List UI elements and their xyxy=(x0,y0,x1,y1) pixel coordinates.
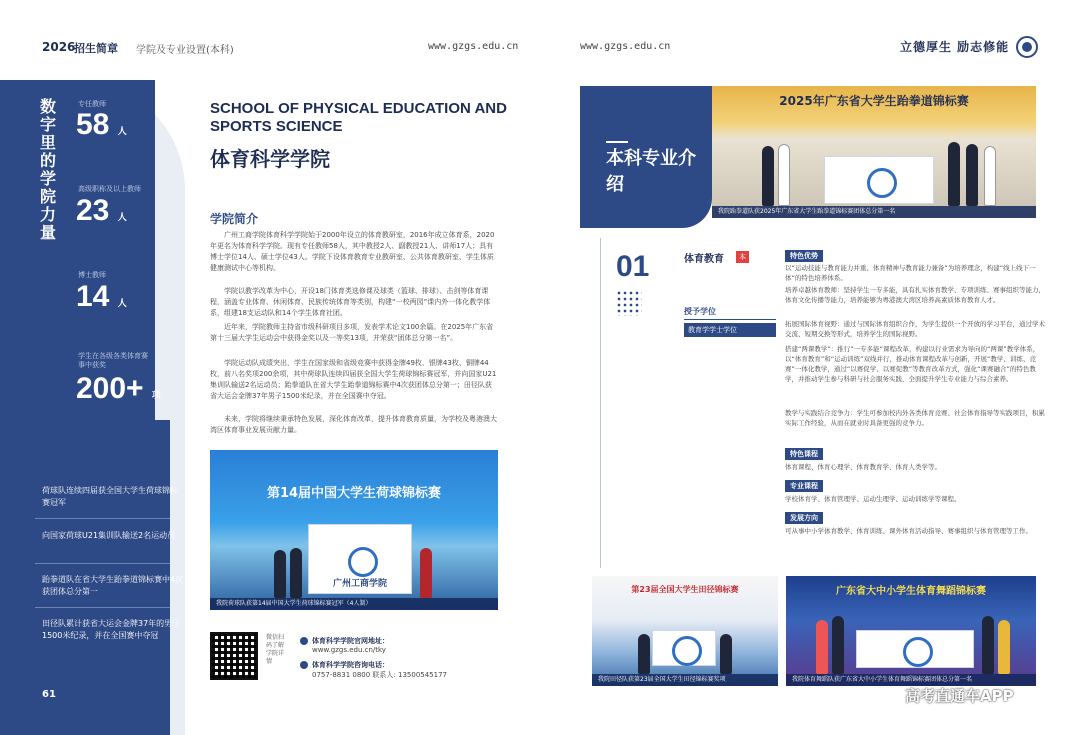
feature-paragraph: 搭建“两课教学”：推行“一专多能”课程改革，构建以行业需求为导向的“两课”教学体系，以“体育教育”和“运动训练”双线并行，推动体育课程改革与创新，开展“教学、训练、竞赛”一体化教学，通过“以赛促学、以赛促教”等教育改革方式，强化“课赛融合”的特色教学，并推动学生参与科研与社会服务实践，全面提升学生专业能力与综合素养。 xyxy=(785,345,1040,383)
school-flag xyxy=(652,630,716,666)
phone-icon xyxy=(300,661,308,669)
qr-code-icon xyxy=(210,632,258,680)
contact-web-label: 体育科学学院官网地址： xyxy=(312,637,389,645)
section-tag: 特色优势 xyxy=(785,250,823,262)
header-url-right[interactable]: www.gzgs.edu.cn xyxy=(580,41,671,52)
header-brochure: 招生简章 xyxy=(74,42,118,55)
divider xyxy=(35,563,170,564)
flag-text: 广州工商学院 xyxy=(332,579,387,589)
contact-web xyxy=(300,636,389,654)
photo-caption: 我院田径队获第23届全国大学生田径锦标赛奖项 xyxy=(592,674,778,686)
photo-banner: 2025年广东省大学生跆拳道锦标赛 xyxy=(779,94,969,108)
feature-paragraph: 教学与实践结合竞争力：学生可参加校内外各类体育竞赛、社会体育指导等实践项目，积累实际工作经验，从而在就业时具备更强的竞争力。 xyxy=(785,409,1045,427)
app-watermark: 高考直通车APP xyxy=(905,687,1014,705)
stat-label: 博士教师 xyxy=(78,271,106,279)
school-flag xyxy=(824,156,934,204)
stat-label: 学生在各级各类体育赛事中获奖 xyxy=(78,352,148,369)
degree-box xyxy=(684,306,776,337)
section-text: 体育课程、体育心理学、体育教育学、体育人类学等。 xyxy=(785,463,941,471)
intro-paragraph: 未来，学院将继续秉承特色发展，深化体育改革，提升体育教育质量，为学校及粤港澳大湾区体育事业发展贡献力量。 xyxy=(210,415,497,434)
photo-caption: 我院跆拳道队获2025年广东省大学生跆拳道锦标赛团体总分第一名 xyxy=(712,206,1036,218)
stat-number: 23 人 xyxy=(76,194,127,227)
school-flag xyxy=(856,630,974,668)
section-tag: 特色课程 xyxy=(785,448,823,460)
photo-banner: 广东省大中小学生体育舞蹈锦标赛 xyxy=(836,586,986,597)
header-year: 2026 xyxy=(42,40,76,54)
divider xyxy=(35,518,170,519)
qr-note: 微信扫码了解学院详情 xyxy=(266,634,285,665)
majors-intro-title: 本科专业介绍 xyxy=(606,148,696,195)
degree-label: 授予学位 xyxy=(684,306,776,320)
school-flag xyxy=(308,524,412,594)
section-tag: 发展方向 xyxy=(785,512,823,524)
photo-caption: 我院荷球队获第14届中国大学生荷球锦标赛冠军（4人制） xyxy=(210,598,498,610)
degree-value: 教育学学士学位 xyxy=(684,323,776,337)
intro-heading: 学院简介 xyxy=(210,212,259,226)
contact-web-value[interactable]: www.gzgs.edu.cn/tky xyxy=(312,646,386,654)
stat-number: 14 人 xyxy=(76,280,127,313)
major-number: 01 xyxy=(616,250,650,283)
feature-paragraph: 培养卓越体育教师：坚持学生一专多能，具有扎实体育教学、专项训练、赛事组织等能力，体育文化传播等能力，培养能够为粤港澳大湾区培养高素质体育教育人才。 xyxy=(785,286,1045,304)
major-name: 体育教育 xyxy=(684,254,724,265)
dot-pattern xyxy=(616,290,642,316)
school-logo-icon xyxy=(1016,36,1038,58)
taekwondo-photo xyxy=(712,86,1036,218)
section-text: 可从事中小学体育教学、体育训练、课外体育活动指导、赛事组织与体育管理等工作。 xyxy=(785,527,1032,535)
stat-label: 高级职称及以上教师 xyxy=(78,185,141,193)
contact-phone-label: 体育科学学院咨询电话： xyxy=(312,661,389,669)
fact-item: 向国家荷球U21集训队输送2名运动员 xyxy=(42,531,176,540)
divider xyxy=(600,238,601,568)
fact-item: 荷球队连续四届获全国大学生荷球锦标赛冠军 xyxy=(42,486,178,507)
section-tag: 专业课程 xyxy=(785,480,823,492)
intro-paragraph: 广州工商学院体育科学学院始于2000年设立的体育教研室，2016年成立体育系，2020年更名为体育科学学院。现有专任教师58人，其中教授2人、副教授21人、讲师17人；具有博士学位14人、硕士学位43人。学院下设体育教育专业教研室、公共体育教研室、学生体质健康测试中心等机构。 xyxy=(210,231,495,272)
feature-paragraph: 拓展国际体育视野：通过与国际体育组织合作，为学生提供一个开放的学习平台，通过学术交流、短期交换等形式，培养学生的国际视野。 xyxy=(785,320,1045,338)
page-number: 61 xyxy=(42,689,56,700)
stat-number: 200+ 项 xyxy=(76,372,161,405)
web-icon xyxy=(300,637,308,645)
athletics-photo xyxy=(592,576,778,686)
intro-paragraph: 学院运动队成绩突出，学生在国家级和省级竞赛中获得金牌49枚、银牌43枚、铜牌44枚，前八名奖项200余项，其中荷球队连续四届获全国大学生荷球锦标赛冠军，并向国家U21集训队输送2名运动员；跆拳道队在省大学生跆拳道锦标赛中4次获团体总分第一；田径队获省大运会金牌37年男子1500米纪录，并在全国赛中夺冠。 xyxy=(210,359,497,400)
header-motto: 立德厚生 励志修能 xyxy=(900,40,1010,54)
photo-caption: 我院体育舞蹈队获广东省大中小学生体育舞蹈锦标赛团体总分第一名 xyxy=(786,674,1036,686)
divider xyxy=(606,141,628,143)
photo-banner: 第23届全国大学生田径锦标赛 xyxy=(631,585,739,594)
stat-number: 58 人 xyxy=(76,108,127,141)
contact-phone xyxy=(300,660,447,680)
fact-item: 田径队累计获省大运会金牌37年的男子1500米纪录，并在全国赛中夺冠 xyxy=(42,619,181,640)
divider xyxy=(35,607,170,608)
korfball-photo xyxy=(210,450,498,610)
dance-photo xyxy=(786,576,1036,686)
section-text: 学校体育学、体育管理学、运动生理学、运动训练学等课程。 xyxy=(785,495,961,503)
fact-item: 跆拳道队在省大学生跆拳道锦标赛中4次获团体总分第一 xyxy=(42,575,184,596)
school-name-cn: 体育科学学院 xyxy=(210,147,330,171)
feature-paragraph: 以“运动技能与教育能力并重、体育精神与教育能力兼备”为培养理念，构建“线上线下一体”的特色培养体系。 xyxy=(785,264,1036,282)
school-name-en: SCHOOL OF PHYSICAL EDUCATION AND SPORTS SCIENCE xyxy=(210,100,507,135)
intro-paragraph: 近年来，学院教师主持省市级科研项目多项，发表学术论文100余篇。在2025年广东省第十三届大学生运动会中获得金奖以及一等奖13项，并荣获“团体总分第一名”。 xyxy=(210,323,494,342)
major-level-badge: 本 xyxy=(736,251,749,263)
photo-banner: 第14届中国大学生荷球锦标赛 xyxy=(266,486,442,501)
intro-paragraph: 学院以教学改革为中心，开设18门体育类选修课及球类（篮球、排球）、击剑等体育课程，涵盖专业体育、休闲体育、民族传统体育等类别，构建“一校两园”课内外一体化教学体系，组建18支运动队和14个学生体育社团。 xyxy=(210,287,491,317)
sidebar-heading: 数字里的学院力量 xyxy=(40,97,57,242)
header-url-left[interactable]: www.gzgs.edu.cn xyxy=(428,41,519,52)
header-section: 学院及专业设置(本科) xyxy=(136,45,234,56)
stat-label: 专任教师 xyxy=(78,100,106,108)
page-header xyxy=(0,0,1080,62)
contact-phone-value: 0757-8831 0800 联系人: 13500545177 xyxy=(312,671,447,679)
